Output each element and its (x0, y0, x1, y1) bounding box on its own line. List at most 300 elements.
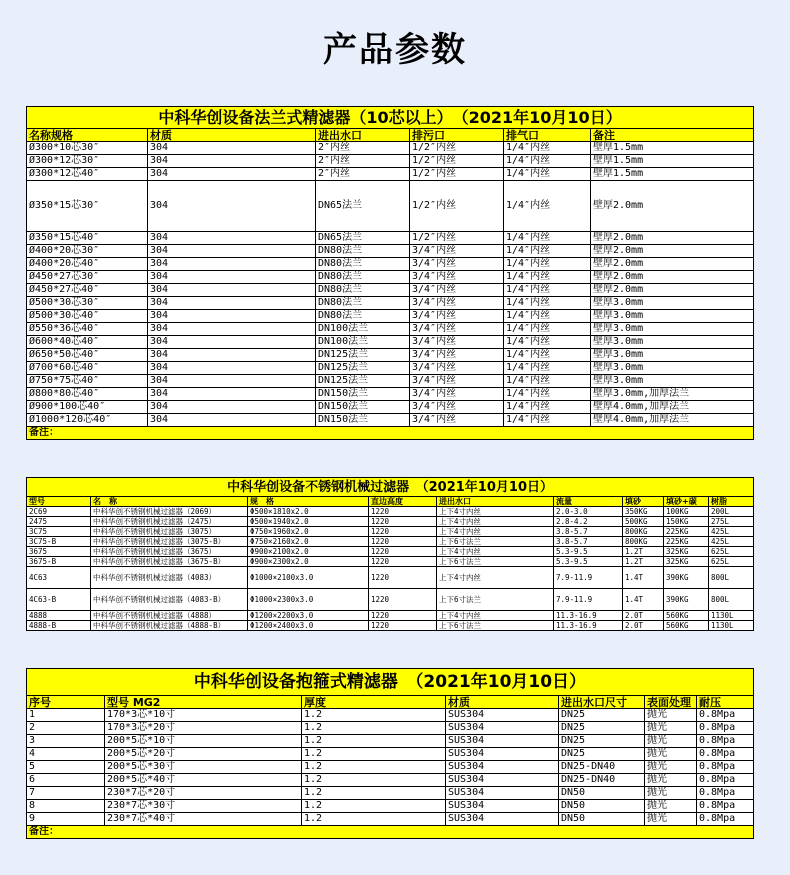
table-cell: 2.0T (623, 611, 664, 621)
column-header: 填砂+碳 (664, 497, 709, 507)
table-cell: DN125法兰 (316, 362, 410, 375)
table-cell: 上下6寸法兰 (437, 537, 554, 547)
table-cell: 3.8-5.7 (554, 527, 623, 537)
table-cell: 0.8Mpa (697, 761, 754, 774)
table-cell: 抛光 (645, 800, 697, 813)
table-row (27, 748, 754, 761)
table-cell: DN80法兰 (316, 284, 410, 297)
table-cell: 壁厚2.0mm (591, 258, 754, 271)
column-header: 排气口 (504, 129, 591, 142)
table-row (27, 621, 754, 631)
table-cell: 1220 (369, 611, 437, 621)
table-cell: DN25-DN40 (559, 761, 645, 774)
table-cell: Ø350*15芯30″ (27, 181, 148, 232)
table-cell: 325KG (664, 547, 709, 557)
column-header: 流量 (554, 497, 623, 507)
column-header: 填砂 (623, 497, 664, 507)
note-row (27, 826, 754, 839)
table-row (27, 567, 754, 589)
table-cell: 4888-B (27, 621, 91, 631)
table-cell: DN65法兰 (316, 232, 410, 245)
table-cell: 2.8-4.2 (554, 517, 623, 527)
table-cell: DN80法兰 (316, 297, 410, 310)
table-cell: DN125法兰 (316, 375, 410, 388)
table-cell: 1/4″内丝 (504, 297, 591, 310)
table-cell: 3/4″内丝 (410, 388, 504, 401)
table-cell: 304 (148, 388, 316, 401)
table-cell: Φ900×2100x2.0 (248, 547, 369, 557)
table-cell: Ø700*60芯40″ (27, 362, 148, 375)
table-cell: 3C75 (27, 527, 91, 537)
table-cell: 上下6寸法兰 (437, 621, 554, 631)
column-header: 型号 MG2 (105, 696, 302, 709)
table-row (27, 181, 754, 232)
table-row (27, 349, 754, 362)
table-cell: 1.2 (302, 774, 446, 787)
table-row (27, 735, 754, 748)
table-row (27, 787, 754, 800)
table-cell: 1/2″内丝 (410, 232, 504, 245)
table-cell: 中科华创不锈钢机械过滤器（4888-B） (91, 621, 248, 631)
table-cell: 壁厚3.0mm (591, 362, 754, 375)
table-row (27, 155, 754, 168)
table-cell: 1220 (369, 537, 437, 547)
table-cell: 304 (148, 297, 316, 310)
table-cell: SUS304 (446, 761, 559, 774)
table-cell: 抛光 (645, 787, 697, 800)
table-cell: Ø450*27芯30″ (27, 271, 148, 284)
table-cell: 350KG (623, 507, 664, 517)
table-cell: 1/4″内丝 (504, 414, 591, 427)
table-cell: 304 (148, 414, 316, 427)
table-cell: 抛光 (645, 748, 697, 761)
page-title: 产品参数 (323, 30, 467, 70)
table-cell: 壁厚1.5mm (591, 168, 754, 181)
table-cell: 1/2″内丝 (410, 142, 504, 155)
table-cell: 1/4″内丝 (504, 362, 591, 375)
table-cell: 1220 (369, 517, 437, 527)
table-cell: 1/4″内丝 (504, 284, 591, 297)
table-cell: 1/4″内丝 (504, 168, 591, 181)
table-cell: 0.8Mpa (697, 748, 754, 761)
table-cell: 304 (148, 271, 316, 284)
table-cell: 1/4″内丝 (504, 155, 591, 168)
table-cell: DN80法兰 (316, 271, 410, 284)
table-cell: 0.8Mpa (697, 813, 754, 826)
table-cell: 3.8-5.7 (554, 537, 623, 547)
table-cell: Ø800*80芯40″ (27, 388, 148, 401)
table-cell: 230*7芯*40寸 (105, 813, 302, 826)
table-cell: 1.2 (302, 722, 446, 735)
table-cell: 抛光 (645, 735, 697, 748)
table-cell: 1/4″内丝 (504, 323, 591, 336)
table-cell: 0.8Mpa (697, 735, 754, 748)
table-cell: 壁厚2.0mm (591, 245, 754, 258)
table-cell: DN25 (559, 722, 645, 735)
table-cell: 3/4″内丝 (410, 271, 504, 284)
table-row (27, 310, 754, 323)
table-cell: 1/4″内丝 (504, 258, 591, 271)
table-row (27, 362, 754, 375)
table-cell: 1220 (369, 567, 437, 589)
table-cell: 200*5芯*10寸 (105, 735, 302, 748)
table-cell: Ø350*15芯40″ (27, 232, 148, 245)
table-cell: DN50 (559, 800, 645, 813)
table-row (27, 284, 754, 297)
table-cell: 425L (709, 527, 754, 537)
clamp-filter-table (26, 668, 754, 839)
table-cell: 4888 (27, 611, 91, 621)
table-cell: 560KG (664, 611, 709, 621)
table-cell: 8 (27, 800, 105, 813)
table-cell: 304 (148, 168, 316, 181)
column-header: 进出水口尺寸 (559, 696, 645, 709)
table-cell: 抛光 (645, 774, 697, 787)
table-cell: 1.2 (302, 800, 446, 813)
table-row (27, 537, 754, 547)
table-cell: DN150法兰 (316, 388, 410, 401)
table-cell: Ø500*30芯30″ (27, 297, 148, 310)
table-cell: 中科华创不锈钢机械过滤器（2475） (91, 517, 248, 527)
table-cell: Ø400*20芯40″ (27, 258, 148, 271)
table-cell: 上下4寸内丝 (437, 507, 554, 517)
table-cell: 0.8Mpa (697, 774, 754, 787)
table-cell: 壁厚3.0mm (591, 349, 754, 362)
table-row (27, 589, 754, 611)
table-cell: SUS304 (446, 813, 559, 826)
table-row (27, 388, 754, 401)
table-cell: 壁厚3.0mm,加厚法兰 (591, 388, 754, 401)
table-cell: 304 (148, 142, 316, 155)
note-row (27, 427, 754, 440)
table-cell: 6 (27, 774, 105, 787)
table-title-row (27, 669, 754, 696)
table-cell: 304 (148, 245, 316, 258)
column-header: 进出水口 (437, 497, 554, 507)
table-cell: 425L (709, 537, 754, 547)
table-cell: DN150法兰 (316, 414, 410, 427)
column-header: 直边高度 (369, 497, 437, 507)
table-cell: 800KG (623, 537, 664, 547)
table-cell: 4C63 (27, 567, 91, 589)
table-row (27, 611, 754, 621)
clamp-filter-panel (26, 668, 753, 839)
table-cell: 304 (148, 375, 316, 388)
table-cell: SUS304 (446, 735, 559, 748)
table-cell: 1.2 (302, 761, 446, 774)
column-header: 进出水口 (316, 129, 410, 142)
table-cell: 1.2 (302, 709, 446, 722)
table-cell: DN150法兰 (316, 401, 410, 414)
table-cell: 壁厚3.0mm (591, 323, 754, 336)
table-cell: SUS304 (446, 709, 559, 722)
table-cell: 1/2″内丝 (410, 168, 504, 181)
table-cell: 200*5芯*40寸 (105, 774, 302, 787)
table-cell: 1.4T (623, 567, 664, 589)
table-cell: 1130L (709, 621, 754, 631)
table-cell: Ø650*50芯40″ (27, 349, 148, 362)
table-cell: Ø600*40芯40″ (27, 336, 148, 349)
mechanical-filter-panel (26, 477, 753, 631)
table-cell: Φ1200×2400x3.0 (248, 621, 369, 631)
table-cell: 3C75-B (27, 537, 91, 547)
table-cell: 抛光 (645, 761, 697, 774)
table-cell: 上下4寸内丝 (437, 517, 554, 527)
table-cell: 1.2T (623, 547, 664, 557)
table-cell: 11.3-16.9 (554, 611, 623, 621)
table-cell: 3/4″内丝 (410, 401, 504, 414)
table-cell: 1/4″内丝 (504, 375, 591, 388)
table-cell: Ø500*30芯40″ (27, 310, 148, 323)
table-cell: Φ900×2300x2.0 (248, 557, 369, 567)
table-cell: 3/4″内丝 (410, 414, 504, 427)
table-row (27, 323, 754, 336)
table-cell: Φ500×1810x2.0 (248, 507, 369, 517)
table-cell: 3 (27, 735, 105, 748)
table-cell: DN80法兰 (316, 245, 410, 258)
table-cell: DN25 (559, 735, 645, 748)
table-row (27, 774, 754, 787)
table-row (27, 168, 754, 181)
table-cell: 1220 (369, 547, 437, 557)
table-row (27, 527, 754, 537)
table-header-row (27, 129, 754, 142)
table-title-row (27, 107, 754, 129)
flange-filter-panel (26, 106, 753, 440)
table-cell: SUS304 (446, 787, 559, 800)
table-cell: 中科华创不锈钢机械过滤器（4083-B） (91, 589, 248, 611)
column-header: 材质 (446, 696, 559, 709)
table-cell: 2″内丝 (316, 168, 410, 181)
table-cell: Φ1200×2200x3.0 (248, 611, 369, 621)
table-cell: 304 (148, 181, 316, 232)
table-cell: 5.3-9.5 (554, 557, 623, 567)
table-cell: 275L (709, 517, 754, 527)
table-cell: 3/4″内丝 (410, 284, 504, 297)
table-cell: Φ1000×2300x3.0 (248, 589, 369, 611)
table-cell: 1220 (369, 621, 437, 631)
table-cell: DN50 (559, 813, 645, 826)
table-row (27, 800, 754, 813)
table-row (27, 547, 754, 557)
column-header: 名称规格 (27, 129, 148, 142)
table-cell: Φ750×2160x2.0 (248, 537, 369, 547)
column-header: 规 格 (248, 497, 369, 507)
table-cell: 1/4″内丝 (504, 181, 591, 232)
table-row (27, 271, 754, 284)
table-cell: 5.3-9.5 (554, 547, 623, 557)
table-cell: 625L (709, 547, 754, 557)
table-cell: DN125法兰 (316, 349, 410, 362)
table-cell: 抛光 (645, 722, 697, 735)
table-cell: 2″内丝 (316, 155, 410, 168)
table-cell: 1/4″内丝 (504, 336, 591, 349)
table-cell: 100KG (664, 507, 709, 517)
table-header-row (27, 497, 754, 507)
table-cell: 500KG (623, 517, 664, 527)
table-cell: Φ1000×2100x3.0 (248, 567, 369, 589)
table-cell: Ø300*12芯40″ (27, 168, 148, 181)
table-cell: 壁厚4.0mm,加厚法兰 (591, 401, 754, 414)
table-cell: 2C69 (27, 507, 91, 517)
table-cell: 3/4″内丝 (410, 375, 504, 388)
column-header: 型号 (27, 497, 91, 507)
table-cell: 3/4″内丝 (410, 336, 504, 349)
table-row (27, 507, 754, 517)
table-cell: 中科华创不锈钢机械过滤器（2069） (91, 507, 248, 517)
table-title-row (27, 478, 754, 497)
table-row (27, 709, 754, 722)
table-cell: 560KG (664, 621, 709, 631)
table-cell: 1220 (369, 527, 437, 537)
table-cell: 上下6寸法兰 (437, 557, 554, 567)
table-cell: 0.8Mpa (697, 709, 754, 722)
table-cell: 1/4″内丝 (504, 310, 591, 323)
table-cell: 1220 (369, 589, 437, 611)
table-cell: 1/4″内丝 (504, 388, 591, 401)
table-cell: Ø1000*120芯40″ (27, 414, 148, 427)
table-cell: 3/4″内丝 (410, 297, 504, 310)
table-cell: 225KG (664, 537, 709, 547)
table-cell: SUS304 (446, 800, 559, 813)
table-cell: 壁厚3.0mm (591, 375, 754, 388)
table-cell: 上下6寸法兰 (437, 589, 554, 611)
table-cell: Φ750×1960x2.0 (248, 527, 369, 537)
column-header: 树脂 (709, 497, 754, 507)
table-cell: 7.9-11.9 (554, 567, 623, 589)
column-header: 耐压 (697, 696, 754, 709)
table-cell: 225KG (664, 527, 709, 537)
table-cell: DN25 (559, 748, 645, 761)
table-cell: 1/2″内丝 (410, 181, 504, 232)
table-cell: 304 (148, 232, 316, 245)
table-cell: 壁厚3.0mm (591, 336, 754, 349)
column-header: 序号 (27, 696, 105, 709)
table-cell: DN25 (559, 709, 645, 722)
table-cell: 7 (27, 787, 105, 800)
table-cell: 325KG (664, 557, 709, 567)
note-cell: 备注： (27, 427, 754, 440)
table-cell: 壁厚2.0mm (591, 181, 754, 232)
table-cell: Ø450*27芯40″ (27, 284, 148, 297)
table-cell: SUS304 (446, 774, 559, 787)
table-cell: 304 (148, 349, 316, 362)
table-cell: 200*5芯*30寸 (105, 761, 302, 774)
table-row (27, 258, 754, 271)
table-cell: 2″内丝 (316, 142, 410, 155)
table-cell: 4C63-B (27, 589, 91, 611)
table-cell: 304 (148, 155, 316, 168)
table-cell: 1/4″内丝 (504, 401, 591, 414)
table-cell: 中科华创不锈钢机械过滤器（3675） (91, 547, 248, 557)
table-row (27, 813, 754, 826)
table-row (27, 401, 754, 414)
table-cell: 3/4″内丝 (410, 310, 504, 323)
table-cell: 上下4寸内丝 (437, 567, 554, 589)
table-cell: 4 (27, 748, 105, 761)
table-cell: 壁厚1.5mm (591, 142, 754, 155)
table-cell: 304 (148, 310, 316, 323)
table-cell: 1.2T (623, 557, 664, 567)
table-title: 中科华创设备抱箍式精滤器 （2021年10月10日） (27, 669, 754, 696)
table-cell: 中科华创不锈钢机械过滤器（3075-B） (91, 537, 248, 547)
column-header: 排污口 (410, 129, 504, 142)
table-cell: 625L (709, 557, 754, 567)
table-cell: 壁厚3.0mm (591, 297, 754, 310)
table-cell: 304 (148, 336, 316, 349)
table-cell: 中科华创不锈钢机械过滤器（3075） (91, 527, 248, 537)
table-cell: 壁厚2.0mm (591, 271, 754, 284)
table-cell: 3/4″内丝 (410, 349, 504, 362)
table-row (27, 297, 754, 310)
table-row (27, 517, 754, 527)
table-cell: 3/4″内丝 (410, 362, 504, 375)
table-cell: Φ500×1940x2.0 (248, 517, 369, 527)
table-cell: Ø750*75芯40″ (27, 375, 148, 388)
table-cell: 170*3芯*20寸 (105, 722, 302, 735)
table-cell: 170*3芯*10寸 (105, 709, 302, 722)
table-cell: 中科华创不锈钢机械过滤器（4888） (91, 611, 248, 621)
table-header-row (27, 696, 754, 709)
table-cell: 230*7芯*20寸 (105, 787, 302, 800)
table-cell: 中科华创不锈钢机械过滤器（3675-B） (91, 557, 248, 567)
table-cell: DN100法兰 (316, 323, 410, 336)
table-cell: Ø300*10芯30″ (27, 142, 148, 155)
table-cell: 800L (709, 567, 754, 589)
table-cell: 1/4″内丝 (504, 142, 591, 155)
table-cell: 2 (27, 722, 105, 735)
table-cell: 11.3-16.9 (554, 621, 623, 631)
table-cell: DN50 (559, 787, 645, 800)
table-cell: 上下4寸内丝 (437, 611, 554, 621)
table-cell: 2475 (27, 517, 91, 527)
table-cell: Ø400*20芯30″ (27, 245, 148, 258)
table-cell: 2.0T (623, 621, 664, 631)
table-cell: Ø900*100芯40″ (27, 401, 148, 414)
table-cell: 304 (148, 258, 316, 271)
table-cell: 150KG (664, 517, 709, 527)
table-row (27, 142, 754, 155)
table-cell: 1/4″内丝 (504, 232, 591, 245)
table-cell: 1.2 (302, 735, 446, 748)
table-cell: 9 (27, 813, 105, 826)
table-cell: DN80法兰 (316, 310, 410, 323)
table-cell: 200L (709, 507, 754, 517)
table-cell: 壁厚2.0mm (591, 232, 754, 245)
table-cell: 390KG (664, 589, 709, 611)
table-cell: 1.2 (302, 748, 446, 761)
column-header: 名 称 (91, 497, 248, 507)
table-cell: 壁厚2.0mm (591, 284, 754, 297)
mechanical-filter-table (26, 477, 754, 631)
table-cell: 800KG (623, 527, 664, 537)
table-cell: 上下4寸内丝 (437, 527, 554, 537)
table-row (27, 414, 754, 427)
table-cell: 抛光 (645, 709, 697, 722)
table-cell: 壁厚4.0mm,加厚法兰 (591, 414, 754, 427)
table-cell: 1220 (369, 557, 437, 567)
table-cell: 390KG (664, 567, 709, 589)
table-cell: 2.0-3.0 (554, 507, 623, 517)
table-cell: 3/4″内丝 (410, 323, 504, 336)
table-cell: 壁厚3.0mm (591, 310, 754, 323)
table-cell: 304 (148, 323, 316, 336)
table-cell: 1/4″内丝 (504, 349, 591, 362)
table-cell: DN65法兰 (316, 181, 410, 232)
table-cell: 3675-B (27, 557, 91, 567)
table-cell: 中科华创不锈钢机械过滤器（4083） (91, 567, 248, 589)
table-cell: 7.9-11.9 (554, 589, 623, 611)
